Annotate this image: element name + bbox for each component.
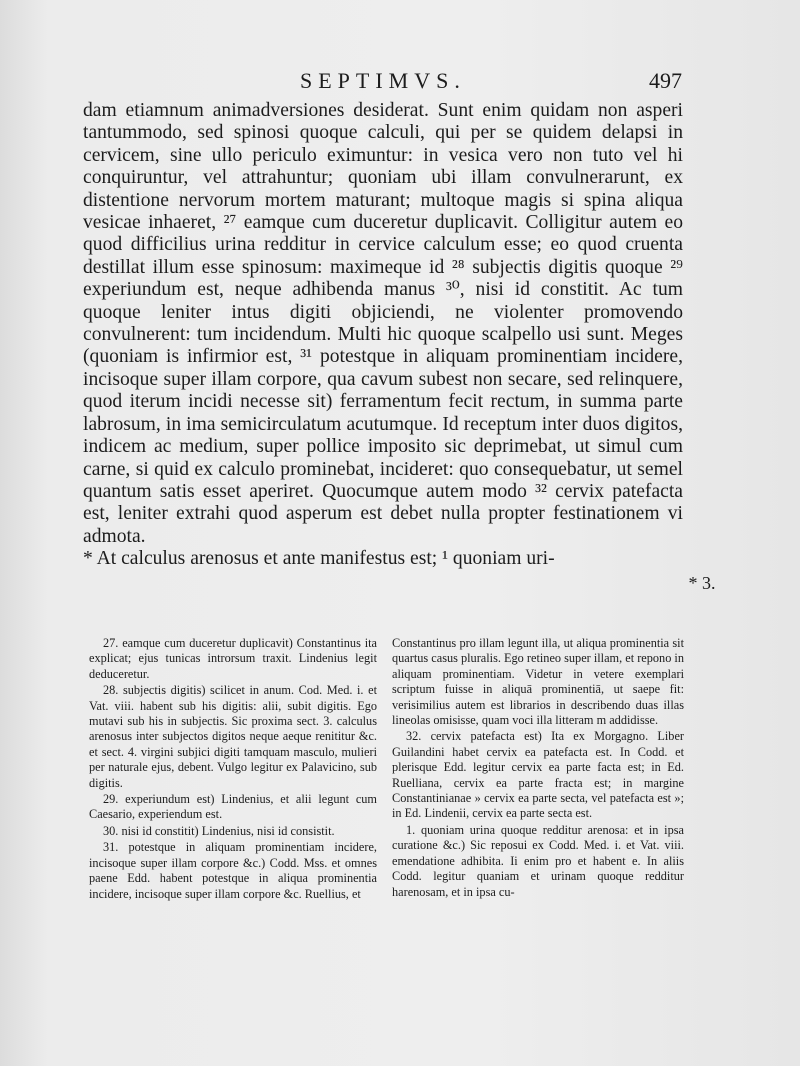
footnote: 27. eamque cum duceretur duplicavit) Constantinus ita explicat; ejus tunicas introrsum traxit. Lindenius legit deduceretur.	[89, 636, 377, 681]
margin-section-marker: * 3.	[688, 573, 716, 593]
footnote: 32. cervix patefacta est) Ita ex Morgagno. Liber Guilandini habet cervix ea patefacta est. In Codd. et plerisque Edd. legitur cervix ea parte facta est; in Ed. Ruelliana, cervix ea parte fracta est; in margine Constantinianae » cervix ea parte secta, vel patefacta est »; in Ed. Lindenii, cervix ea parte secta est.	[392, 729, 684, 821]
page-number: 497	[649, 68, 682, 93]
footnote: 30. nisi id constitit) Lindenius, nisi id consistit.	[103, 823, 335, 838]
footnote: 31. potestque in aliquam prominentiam incidere, incisoque super illam corpore &c.) Codd. Mss. et omnes paene Edd. habent potestque in aliqua prominentia incidere, incisoque super illam corpore &c. Ruellius, et	[89, 840, 377, 901]
footnotes-left-column	[89, 636, 377, 903]
footnote: 29. experiundum est) Lindenius, et alii legunt cum Caesario, experiendum est.	[89, 792, 377, 822]
footnote: Constantinus pro illam legunt illa, ut aliqua prominentia sit quartus casus pluralis. Ego retineo super illam, et repono in aliquam prominentiam. Videtur in vetere exemplari scriptum fuisse in aliquā prominentiā, ut saepe fit: verisimilius autem est librarios in describendo duas illas lineolas omisisse, quam voci illa litteram m addidisse.	[392, 636, 684, 728]
footnote: 28. subjectis digitis) scilicet in anum. Cod. Med. i. et Vat. viii. habent sub his digitis: alii, subit digitis. Ego mutavi sub his in subjectis. Sic proxima sect. 3. calculus arenosus inter subjectos digitos neque aeque renititur &c. et sect. 4. virgini subjici digiti tamquam masculo, mulieri per naturale ejus, debent. Vulgo legitur ex Palavicino, sub digitis.	[89, 683, 377, 790]
footnotes-right-column	[392, 636, 684, 901]
footnote: 1. quoniam urina quoque redditur arenosa: et in ipsa curatione &c.) Sic reposui ex Codd. Med. i. et Vat. viii. emendatione adhibita. Ii enim pro et habent e. In aliis Codd. legitur quaniam et urinam quoque redditur harenosam, et in ipsa cu-	[392, 822, 684, 899]
main-paragraph-2: * At calculus arenosus et ante manifestus est; ¹ quoniam uri-	[83, 548, 555, 570]
main-paragraph: dam etiamnum animadversiones desiderat. Sunt enim quidam non asperi tantummodo, sed spinosi quoque calculi, qui per se quidem delapsi in cervicem, sine ullo periculo eximuntur: in vesica vero non tuto vel hi conquiruntur, vel attrahuntur; quoniam ubi illam convulnerarunt, ex distentione nervorum mortem maturant; multoque magis si spina aliqua vesicae inhaeret, ²⁷ eamque cum duceretur duplicavit. Colligitur autem eo quod difficilius urina redditur in cervice calculum esse; eo quod cruenta destillat illum esse spinosum: maximeque id ²⁸ subjectis digitis quoque ²⁹ experiundum est, neque adhibenda manus ³⁰, nisi id constitit. Ac tum quoque leniter intus digiti objiciendi, ne violenter promovendo convulnerent: tum incidendum. Multi hic quoque scalpello usi sunt. Meges (quoniam is infirmior est, ³¹ potestque in aliquam prominentiam incidere, incisoque super illam corpore, qua cavum subest non secare, sed relinquere, quod iterum incidi necesse sit) ferramentum fecit rectum, in summa parte labrosum, in ima semicirculatum acutumque. Id receptum inter duos digitos, indicem ac medium, super pollice imposito sic deprimebat, ut simul cum carne, si quid ex calculo prominebat, incideret: quo consequebatur, ut semel quantum satis esset aperiret. Quocumque autem modo ³² cervix patefacta est, leniter extrahi quod asperum est debet nulla propter festinationem vi admota.	[83, 100, 683, 547]
main-text	[83, 100, 683, 571]
running-title: SEPTIMVS.	[300, 68, 466, 93]
running-head	[0, 68, 800, 98]
